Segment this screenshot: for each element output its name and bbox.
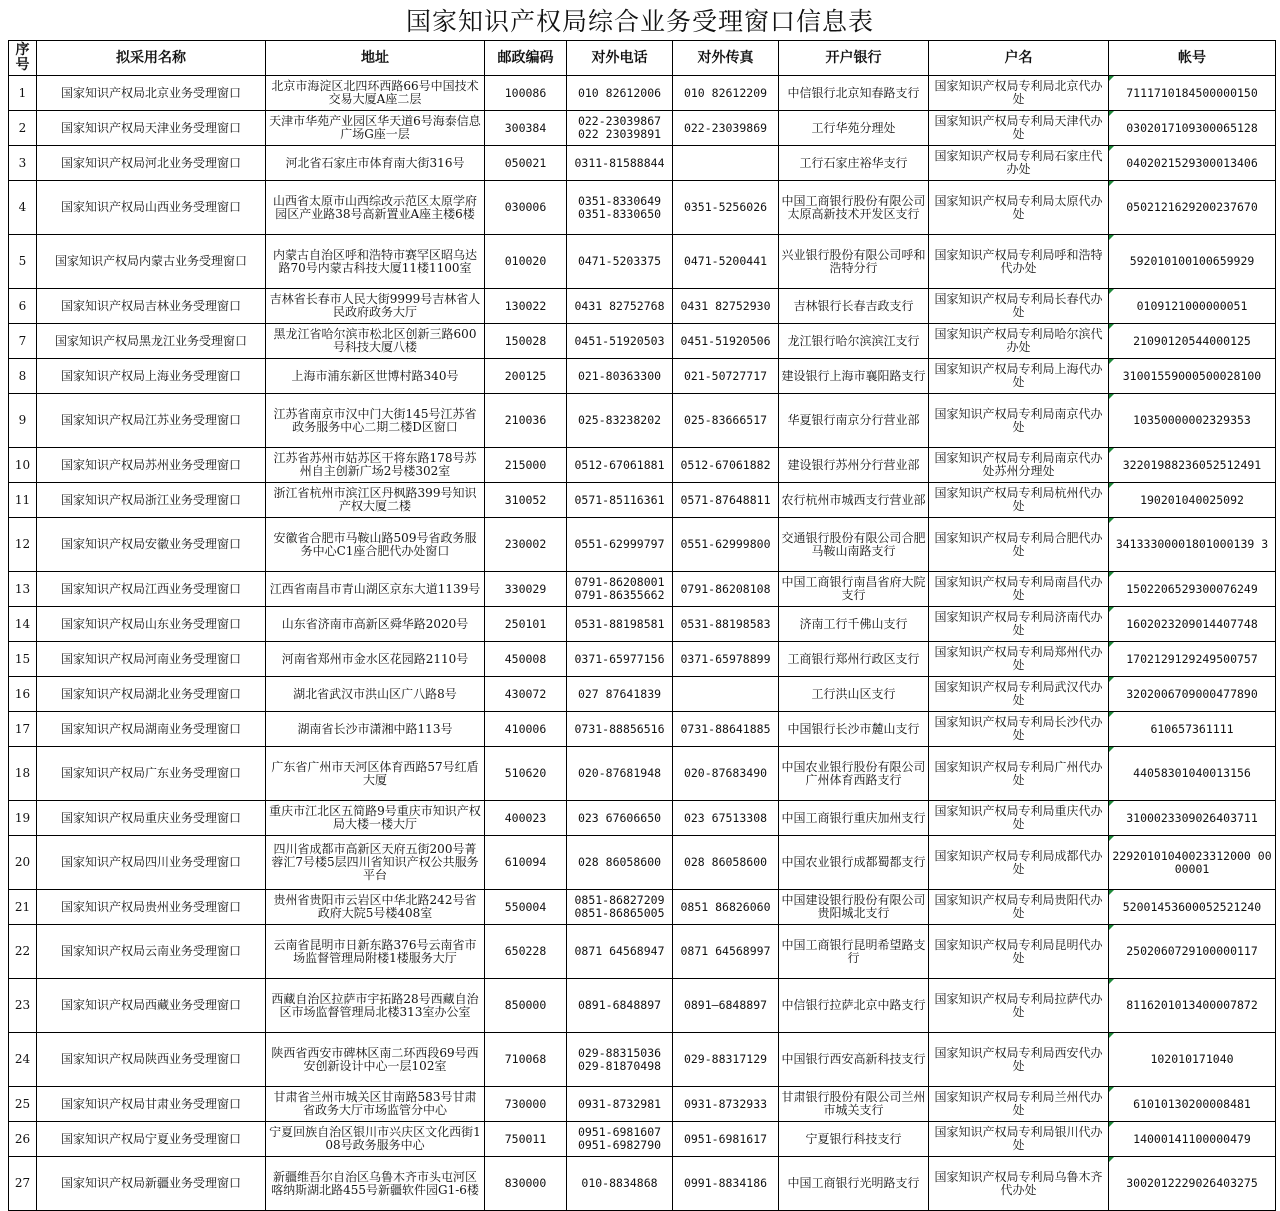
cell-bank: 中国建设银行股份有限公司贵阳城北支行	[779, 890, 929, 925]
cell-fax: 020-87683490	[673, 747, 779, 801]
cell-index: 20	[9, 836, 37, 890]
cell-account-number: 44058301040013156	[1109, 747, 1276, 801]
cell-address: 新疆维吾尔自治区乌鲁木齐市头屯河区喀纳斯湖北路455号新疆软件园G1-6楼	[266, 1157, 485, 1211]
cell-fax: 0931-8732933	[673, 1087, 779, 1122]
cell-account-number: 0109121000000051	[1109, 289, 1276, 324]
cell-fax: 0891—6848897	[673, 979, 779, 1033]
table-row	[9, 836, 1276, 890]
cell-account-number: 102010171040	[1109, 1033, 1276, 1087]
cell-bank: 工行石家庄裕华支行	[779, 146, 929, 181]
cell-account-number: 1702129129249500757	[1109, 642, 1276, 677]
cell-index: 25	[9, 1087, 37, 1122]
cell-phone: 010 82612006	[567, 76, 673, 111]
col-header-index: 序号	[9, 41, 37, 76]
cell-address: 浙江省杭州市滨江区丹枫路399号知识产权大厦二楼	[266, 483, 485, 518]
cell-name: 国家知识产权局河南业务受理窗口	[37, 642, 266, 677]
cell-fax: 0551-62999800	[673, 518, 779, 572]
cell-phone: 022-23039867 022 23039891	[567, 111, 673, 146]
cell-phone: 0531-88198581	[567, 607, 673, 642]
table-row	[9, 146, 1276, 181]
cell-fax: 0991-8834186	[673, 1157, 779, 1211]
cell-account-name: 国家知识产权局专利局昆明代办处	[929, 925, 1109, 979]
cell-bank: 中国农业银行成都蜀都支行	[779, 836, 929, 890]
cell-account-number: 0402021529300013406	[1109, 146, 1276, 181]
cell-account-name: 国家知识产权局专利局南京代办处苏州分理处	[929, 448, 1109, 483]
cell-name: 国家知识产权局河北业务受理窗口	[37, 146, 266, 181]
cell-postcode: 410006	[485, 712, 567, 747]
cell-account-number: 8116201013400007872	[1109, 979, 1276, 1033]
cell-phone: 023 67606650	[567, 801, 673, 836]
table-row	[9, 607, 1276, 642]
cell-postcode: 215000	[485, 448, 567, 483]
cell-index: 21	[9, 890, 37, 925]
cell-phone: 029-88315036 029-81870498	[567, 1033, 673, 1087]
cell-postcode: 300384	[485, 111, 567, 146]
cell-fax	[673, 146, 779, 181]
table-row	[9, 747, 1276, 801]
cell-phone: 0851-86827209 0851-86865005	[567, 890, 673, 925]
cell-name: 国家知识产权局江苏业务受理窗口	[37, 394, 266, 448]
cell-fax: 0731-88641885	[673, 712, 779, 747]
table-body	[9, 76, 1276, 1211]
cell-postcode: 400023	[485, 801, 567, 836]
cell-index: 24	[9, 1033, 37, 1087]
cell-account-name: 国家知识产权局专利局郑州代办处	[929, 642, 1109, 677]
cell-postcode: 010020	[485, 235, 567, 289]
cell-address: 贵州省贵阳市云岩区中华北路242号省政府大院5号楼408室	[266, 890, 485, 925]
table-row	[9, 1122, 1276, 1157]
cell-postcode: 330029	[485, 572, 567, 607]
cell-address: 湖北省武汉市洪山区广八路8号	[266, 677, 485, 712]
cell-account-number: 3202006709000477890	[1109, 677, 1276, 712]
table-row	[9, 712, 1276, 747]
cell-phone: 020-87681948	[567, 747, 673, 801]
cell-postcode: 730000	[485, 1087, 567, 1122]
cell-account-number: 34133300001801000139 3	[1109, 518, 1276, 572]
table-row	[9, 925, 1276, 979]
cell-postcode: 430072	[485, 677, 567, 712]
cell-bank: 工商银行郑州行政区支行	[779, 642, 929, 677]
cell-address: 上海市浦东新区世博村路340号	[266, 359, 485, 394]
cell-phone: 0512-67061881	[567, 448, 673, 483]
cell-fax: 0951-6981617	[673, 1122, 779, 1157]
cell-account-number: 22920101040023312000 0000001	[1109, 836, 1276, 890]
cell-account-number: 31001559000500028100	[1109, 359, 1276, 394]
cell-phone: 0571-85116361	[567, 483, 673, 518]
cell-index: 8	[9, 359, 37, 394]
cell-phone: 0311-81588844	[567, 146, 673, 181]
cell-account-number: 190201040025092	[1109, 483, 1276, 518]
table-row	[9, 448, 1276, 483]
cell-name: 国家知识产权局西藏业务受理窗口	[37, 979, 266, 1033]
cell-phone: 0871 64568947	[567, 925, 673, 979]
cell-account-name: 国家知识产权局专利局杭州代办处	[929, 483, 1109, 518]
cell-address: 江西省南昌市青山湖区京东大道1139号	[266, 572, 485, 607]
cell-address: 内蒙古自治区呼和浩特市赛罕区昭乌达路70号内蒙古科技大厦11楼1100室	[266, 235, 485, 289]
cell-index: 27	[9, 1157, 37, 1211]
cell-postcode: 310052	[485, 483, 567, 518]
cell-phone: 025-83238202	[567, 394, 673, 448]
cell-fax: 010 82612209	[673, 76, 779, 111]
cell-postcode: 210036	[485, 394, 567, 448]
cell-account-name: 国家知识产权局专利局哈尔滨代办处	[929, 324, 1109, 359]
cell-account-name: 国家知识产权局专利局成都代办处	[929, 836, 1109, 890]
cell-postcode: 750011	[485, 1122, 567, 1157]
cell-account-name: 国家知识产权局专利局济南代办处	[929, 607, 1109, 642]
cell-account-name: 国家知识产权局专利局重庆代办处	[929, 801, 1109, 836]
cell-address: 河南省郑州市金水区花园路2110号	[266, 642, 485, 677]
cell-address: 湖南省长沙市潇湘中路113号	[266, 712, 485, 747]
cell-phone: 021-80363300	[567, 359, 673, 394]
cell-postcode: 830000	[485, 1157, 567, 1211]
cell-bank: 中国银行西安高新科技支行	[779, 1033, 929, 1087]
cell-name: 国家知识产权局湖南业务受理窗口	[37, 712, 266, 747]
cell-index: 10	[9, 448, 37, 483]
cell-postcode: 610094	[485, 836, 567, 890]
cell-phone: 028 86058600	[567, 836, 673, 890]
cell-bank: 工行华苑分理处	[779, 111, 929, 146]
cell-bank: 中信银行北京知春路支行	[779, 76, 929, 111]
cell-phone: 0891-6848897	[567, 979, 673, 1033]
cell-index: 23	[9, 979, 37, 1033]
cell-name: 国家知识产权局陕西业务受理窗口	[37, 1033, 266, 1087]
cell-phone: 0791-86208001 0791-86355662	[567, 572, 673, 607]
cell-fax: 021-50727717	[673, 359, 779, 394]
cell-postcode: 450008	[485, 642, 567, 677]
cell-name: 国家知识产权局安徽业务受理窗口	[37, 518, 266, 572]
cell-name: 国家知识产权局黑龙江业务受理窗口	[37, 324, 266, 359]
cell-bank: 交通银行股份有限公司合肥马鞍山南路支行	[779, 518, 929, 572]
col-header-account-name: 户名	[929, 41, 1109, 76]
cell-account-name: 国家知识产权局专利局南京代办处	[929, 394, 1109, 448]
page-title: 国家知识产权局综合业务受理窗口信息表	[405, 7, 874, 36]
cell-name: 国家知识产权局北京业务受理窗口	[37, 76, 266, 111]
table-row	[9, 394, 1276, 448]
cell-index: 18	[9, 747, 37, 801]
cell-phone: 0471-5203375	[567, 235, 673, 289]
cell-postcode: 850000	[485, 979, 567, 1033]
cell-index: 3	[9, 146, 37, 181]
cell-index: 1	[9, 76, 37, 111]
cell-bank: 甘肃银行股份有限公司兰州市城关支行	[779, 1087, 929, 1122]
cell-bank: 中国工商银行昆明希望路支行	[779, 925, 929, 979]
cell-address: 甘肃省兰州市城关区甘南路583号甘肃省政务大厅市场监管分中心	[266, 1087, 485, 1122]
cell-bank: 兴业银行股份有限公司呼和浩特分行	[779, 235, 929, 289]
cell-address: 广东省广州市天河区体育西路57号红盾大厦	[266, 747, 485, 801]
cell-index: 6	[9, 289, 37, 324]
cell-bank: 中信银行拉萨北京中路支行	[779, 979, 929, 1033]
cell-account-name: 国家知识产权局专利局呼和浩特代办处	[929, 235, 1109, 289]
table-row	[9, 1087, 1276, 1122]
cell-account-name: 国家知识产权局专利局长春代办处	[929, 289, 1109, 324]
cell-postcode: 230002	[485, 518, 567, 572]
cell-phone: 0351-8330649 0351-8330650	[567, 181, 673, 235]
cell-account-number: 610657361111	[1109, 712, 1276, 747]
cell-bank: 建设银行苏州分行营业部	[779, 448, 929, 483]
table-row	[9, 359, 1276, 394]
cell-fax: 0371-65978899	[673, 642, 779, 677]
col-header-bank: 开户银行	[779, 41, 929, 76]
cell-account-name: 国家知识产权局专利局石家庄代办处	[929, 146, 1109, 181]
cell-postcode: 510620	[485, 747, 567, 801]
table-row	[9, 324, 1276, 359]
cell-name: 国家知识产权局云南业务受理窗口	[37, 925, 266, 979]
cell-account-number: 52001453600052521240	[1109, 890, 1276, 925]
cell-name: 国家知识产权局山东业务受理窗口	[37, 607, 266, 642]
table-row	[9, 979, 1276, 1033]
cell-address: 江苏省南京市汉中门大街145号江苏省政务服务中心二期二楼D区窗口	[266, 394, 485, 448]
cell-account-name: 国家知识产权局专利局长沙代办处	[929, 712, 1109, 747]
cell-fax: 025-83666517	[673, 394, 779, 448]
cell-address: 山东省济南市高新区舜华路2020号	[266, 607, 485, 642]
cell-fax: 022-23039869	[673, 111, 779, 146]
cell-index: 16	[9, 677, 37, 712]
header-row	[9, 41, 1276, 76]
cell-fax: 0571-87648811	[673, 483, 779, 518]
cell-address: 北京市海淀区北四环西路66号中国技术交易大厦A座二层	[266, 76, 485, 111]
cell-fax: 023 67513308	[673, 801, 779, 836]
cell-name: 国家知识产权局贵州业务受理窗口	[37, 890, 266, 925]
cell-postcode: 200125	[485, 359, 567, 394]
cell-bank: 中国农业银行股份有限公司广州体育西路支行	[779, 747, 929, 801]
cell-address: 陕西省西安市碑林区南二环西段69号西安创新设计中心一层102室	[266, 1033, 485, 1087]
cell-account-number: 10350000002329353	[1109, 394, 1276, 448]
cell-bank: 中国工商银行股份有限公司太原高新技术开发区支行	[779, 181, 929, 235]
cell-index: 7	[9, 324, 37, 359]
col-header-phone: 对外电话	[567, 41, 673, 76]
cell-phone: 010-8834868	[567, 1157, 673, 1211]
cell-index: 14	[9, 607, 37, 642]
cell-address: 江苏省苏州市姑苏区干将东路178号苏州自主创新广场2号楼302室	[266, 448, 485, 483]
cell-index: 15	[9, 642, 37, 677]
cell-account-number: 1502206529300076249	[1109, 572, 1276, 607]
cell-bank: 吉林银行长春吉政支行	[779, 289, 929, 324]
col-header-name: 拟采用名称	[37, 41, 266, 76]
cell-postcode: 150028	[485, 324, 567, 359]
table-row	[9, 181, 1276, 235]
table-row	[9, 890, 1276, 925]
cell-fax: 0451-51920506	[673, 324, 779, 359]
cell-address: 西藏自治区拉萨市宇拓路28号西藏自治区市场监督管理局北楼313室办公室	[266, 979, 485, 1033]
col-header-address: 地址	[266, 41, 485, 76]
cell-account-number: 0502121629200237670	[1109, 181, 1276, 235]
col-header-account-number: 帐号	[1109, 41, 1276, 76]
cell-account-name: 国家知识产权局专利局天津代办处	[929, 111, 1109, 146]
cell-name: 国家知识产权局宁夏业务受理窗口	[37, 1122, 266, 1157]
col-header-fax: 对外传真	[673, 41, 779, 76]
cell-account-number: 592010100100659929	[1109, 235, 1276, 289]
cell-phone: 0951-6981607 0951-6982790	[567, 1122, 673, 1157]
cell-bank: 农行杭州市城西支行营业部	[779, 483, 929, 518]
cell-account-name: 国家知识产权局专利局兰州代办处	[929, 1087, 1109, 1122]
cell-bank: 中国工商银行重庆加州支行	[779, 801, 929, 836]
cell-postcode: 130022	[485, 289, 567, 324]
table-row	[9, 677, 1276, 712]
cell-account-number: 61010130200008481	[1109, 1087, 1276, 1122]
col-header-postcode: 邮政编码	[485, 41, 567, 76]
cell-address: 山西省太原市山西综改示范区太原学府园区产业路38号高新置业A座主楼6楼	[266, 181, 485, 235]
cell-bank: 华夏银行南京分行营业部	[779, 394, 929, 448]
cell-postcode: 100086	[485, 76, 567, 111]
cell-postcode: 050021	[485, 146, 567, 181]
table-row	[9, 483, 1276, 518]
cell-account-number: 32201988236052512491	[1109, 448, 1276, 483]
table-row	[9, 518, 1276, 572]
table-row	[9, 111, 1276, 146]
cell-address: 黑龙江省哈尔滨市松北区创新三路600号科技大厦八楼	[266, 324, 485, 359]
cell-account-number: 14000141100000479	[1109, 1122, 1276, 1157]
table-row	[9, 801, 1276, 836]
cell-index: 12	[9, 518, 37, 572]
cell-address: 云南省昆明市日新东路376号云南省市场监督管理局附楼1楼服务大厅	[266, 925, 485, 979]
cell-phone: 0371-65977156	[567, 642, 673, 677]
cell-address: 河北省石家庄市体育南大街316号	[266, 146, 485, 181]
cell-phone: 0551-62999797	[567, 518, 673, 572]
cell-index: 5	[9, 235, 37, 289]
cell-bank: 宁夏银行科技支行	[779, 1122, 929, 1157]
table-row	[9, 289, 1276, 324]
cell-name: 国家知识产权局广东业务受理窗口	[37, 747, 266, 801]
cell-phone: 0731-88856516	[567, 712, 673, 747]
table-row	[9, 1157, 1276, 1211]
cell-name: 国家知识产权局重庆业务受理窗口	[37, 801, 266, 836]
cell-index: 22	[9, 925, 37, 979]
cell-address: 天津市华苑产业园区华天道6号海泰信息广场G座一层	[266, 111, 485, 146]
cell-index: 11	[9, 483, 37, 518]
cell-account-number: 0302017109300065128	[1109, 111, 1276, 146]
cell-bank: 龙江银行哈尔滨滨江支行	[779, 324, 929, 359]
cell-account-name: 国家知识产权局专利局贵阳代办处	[929, 890, 1109, 925]
cell-account-number: 7111710184500000150	[1109, 76, 1276, 111]
cell-address: 四川省成都市高新区天府五街200号菁蓉汇7号楼5层四川省知识产权公共服务平台	[266, 836, 485, 890]
cell-account-name: 国家知识产权局专利局合肥代办处	[929, 518, 1109, 572]
cell-account-name: 国家知识产权局专利局太原代办处	[929, 181, 1109, 235]
cell-fax: 0531-88198583	[673, 607, 779, 642]
cell-address: 重庆市江北区五简路9号重庆市知识产权局大楼一楼大厅	[266, 801, 485, 836]
cell-account-number: 1602023209014407748	[1109, 607, 1276, 642]
cell-index: 13	[9, 572, 37, 607]
cell-postcode: 250101	[485, 607, 567, 642]
cell-bank: 工行洪山区支行	[779, 677, 929, 712]
cell-index: 4	[9, 181, 37, 235]
cell-fax: 0851 86826060	[673, 890, 779, 925]
table-row	[9, 235, 1276, 289]
cell-name: 国家知识产权局甘肃业务受理窗口	[37, 1087, 266, 1122]
cell-name: 国家知识产权局上海业务受理窗口	[37, 359, 266, 394]
cell-phone: 0931-8732981	[567, 1087, 673, 1122]
cell-name: 国家知识产权局四川业务受理窗口	[37, 836, 266, 890]
cell-bank: 中国工商银行光明路支行	[779, 1157, 929, 1211]
table-row	[9, 1033, 1276, 1087]
cell-account-name: 国家知识产权局专利局上海代办处	[929, 359, 1109, 394]
cell-name: 国家知识产权局内蒙古业务受理窗口	[37, 235, 266, 289]
cell-postcode: 650228	[485, 925, 567, 979]
cell-postcode: 550004	[485, 890, 567, 925]
cell-account-number: 3002012229026403275	[1109, 1157, 1276, 1211]
cell-fax: 0351-5256026	[673, 181, 779, 235]
cell-phone: 027 87641839	[567, 677, 673, 712]
cell-name: 国家知识产权局新疆业务受理窗口	[37, 1157, 266, 1211]
table-row	[9, 642, 1276, 677]
cell-fax	[673, 677, 779, 712]
cell-bank: 中国银行长沙市麓山支行	[779, 712, 929, 747]
cell-fax: 029-88317129	[673, 1033, 779, 1087]
table-row	[9, 76, 1276, 111]
cell-address: 安徽省合肥市马鞍山路509号省政务服务中心C1座合肥代办处窗口	[266, 518, 485, 572]
cell-name: 国家知识产权局湖北业务受理窗口	[37, 677, 266, 712]
info-table	[8, 40, 1276, 1211]
cell-account-number: 21090120544000125	[1109, 324, 1276, 359]
cell-postcode: 030006	[485, 181, 567, 235]
cell-name: 国家知识产权局江西业务受理窗口	[37, 572, 266, 607]
cell-account-name: 国家知识产权局专利局北京代办处	[929, 76, 1109, 111]
cell-fax: 0512-67061882	[673, 448, 779, 483]
cell-index: 17	[9, 712, 37, 747]
cell-postcode: 710068	[485, 1033, 567, 1087]
cell-account-name: 国家知识产权局专利局武汉代办处	[929, 677, 1109, 712]
cell-address: 宁夏回族自治区银川市兴庆区文化西街108号政务服务中心	[266, 1122, 485, 1157]
cell-fax: 0791-86208108	[673, 572, 779, 607]
cell-index: 2	[9, 111, 37, 146]
cell-name: 国家知识产权局浙江业务受理窗口	[37, 483, 266, 518]
cell-address: 吉林省长春市人民大街9999号吉林省人民政府政务大厅	[266, 289, 485, 324]
cell-index: 26	[9, 1122, 37, 1157]
cell-phone: 0451-51920503	[567, 324, 673, 359]
cell-bank: 建设银行上海市襄阳路支行	[779, 359, 929, 394]
cell-fax: 028 86058600	[673, 836, 779, 890]
cell-bank: 中国工商银行南昌省府大院支行	[779, 572, 929, 607]
cell-name: 国家知识产权局吉林业务受理窗口	[37, 289, 266, 324]
cell-index: 19	[9, 801, 37, 836]
cell-fax: 0871 64568997	[673, 925, 779, 979]
cell-account-name: 国家知识产权局专利局广州代办处	[929, 747, 1109, 801]
cell-phone: 0431 82752768	[567, 289, 673, 324]
cell-account-name: 国家知识产权局专利局拉萨代办处	[929, 979, 1109, 1033]
table-row	[9, 572, 1276, 607]
cell-name: 国家知识产权局天津业务受理窗口	[37, 111, 266, 146]
cell-account-number: 2502060729100000117	[1109, 925, 1276, 979]
cell-fax: 0471-5200441	[673, 235, 779, 289]
cell-account-name: 国家知识产权局专利局西安代办处	[929, 1033, 1109, 1087]
cell-index: 9	[9, 394, 37, 448]
cell-account-name: 国家知识产权局专利局南昌代办处	[929, 572, 1109, 607]
cell-name: 国家知识产权局山西业务受理窗口	[37, 181, 266, 235]
cell-name: 国家知识产权局苏州业务受理窗口	[37, 448, 266, 483]
cell-account-name: 国家知识产权局专利局银川代办处	[929, 1122, 1109, 1157]
cell-account-name: 国家知识产权局专利局乌鲁木齐代办处	[929, 1157, 1109, 1211]
cell-account-number: 3100023309026403711	[1109, 801, 1276, 836]
cell-fax: 0431 82752930	[673, 289, 779, 324]
cell-bank: 济南工行千佛山支行	[779, 607, 929, 642]
